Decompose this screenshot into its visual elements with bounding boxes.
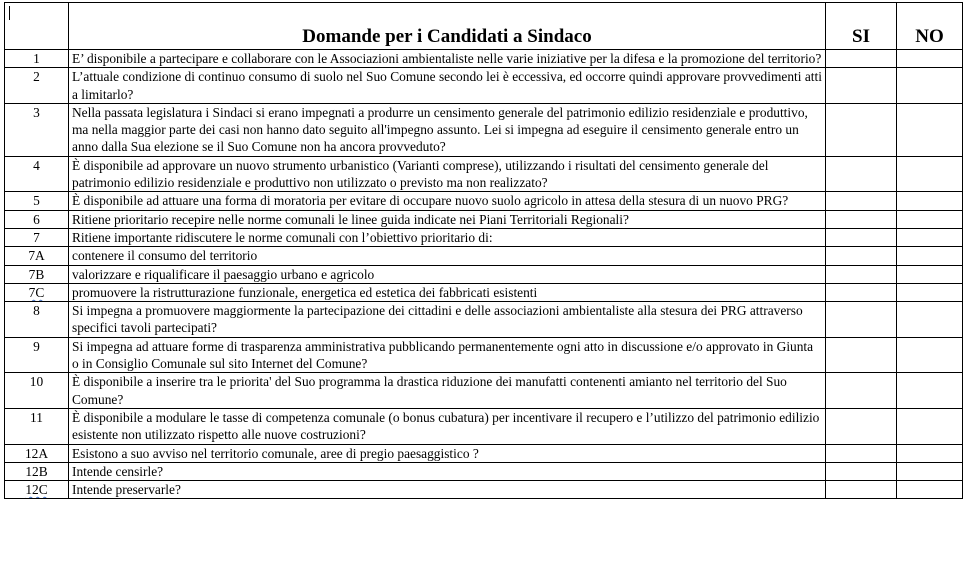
question-number: 8 (5, 302, 69, 338)
table-row (5, 481, 963, 499)
questions-table (4, 2, 963, 499)
answer-no-cell[interactable] (897, 444, 963, 462)
answer-no-cell[interactable] (897, 156, 963, 192)
answer-no-cell[interactable] (897, 302, 963, 338)
table-row (5, 247, 963, 265)
question-text: È disponibile a inserire tra le priorita' del Suo programma la drastica riduzione dei manufatti contenenti amianto nel territorio del Suo Comune? (69, 373, 826, 409)
answer-no-cell[interactable] (897, 337, 963, 373)
question-number: 12A (5, 444, 69, 462)
answer-si-cell[interactable] (826, 337, 897, 373)
question-text: Intende censirle? (69, 462, 826, 480)
answer-si-cell[interactable] (826, 156, 897, 192)
table-title: Domande per i Candidati a Sindaco (69, 3, 826, 50)
table-row (5, 283, 963, 301)
answer-si-cell[interactable] (826, 444, 897, 462)
question-number: 4 (5, 156, 69, 192)
answer-no-cell[interactable] (897, 228, 963, 246)
table-row (5, 373, 963, 409)
header-row (5, 3, 963, 50)
answer-si-cell[interactable] (826, 210, 897, 228)
question-text: E’ disponibile a partecipare e collaborare con le Associazioni ambientaliste nelle varie iniziative per la difesa e la promozione del territorio? (69, 50, 826, 68)
question-number: 2 (5, 68, 69, 104)
header-no: NO (897, 3, 963, 50)
table-row (5, 408, 963, 444)
table-row (5, 103, 963, 156)
header-si: SI (826, 3, 897, 50)
question-text: È disponibile ad approvare un nuovo strumento urbanistico (Varianti comprese), utilizzando i risultati del censimento generale del patrimonio edilizio residenziale e produttivo non utilizzato o previsto ma non realizzato? (69, 156, 826, 192)
answer-no-cell[interactable] (897, 192, 963, 210)
question-number: 10 (5, 373, 69, 409)
question-number: 7B (5, 265, 69, 283)
answer-no-cell[interactable] (897, 50, 963, 68)
answer-no-cell[interactable] (897, 373, 963, 409)
answer-si-cell[interactable] (826, 50, 897, 68)
answer-no-cell[interactable] (897, 408, 963, 444)
question-number: 6 (5, 210, 69, 228)
header-num-cell (5, 3, 69, 50)
answer-no-cell[interactable] (897, 68, 963, 104)
table-row (5, 462, 963, 480)
table-row (5, 210, 963, 228)
table-row (5, 68, 963, 104)
answer-si-cell[interactable] (826, 283, 897, 301)
answer-si-cell[interactable] (826, 247, 897, 265)
question-number-text: 7C (28, 284, 45, 300)
question-text: L’attuale condizione di continuo consumo di suolo nel Suo Comune secondo lei è eccessiva, ed occorre quindi approvare provvedimenti atti a limitarlo? (69, 68, 826, 104)
question-text: contenere il consumo del territorio (69, 247, 826, 265)
question-text: Ritiene prioritario recepire nelle norme comunali le linee guida indicate nei Piani Territoriali Regionali? (69, 210, 826, 228)
answer-si-cell[interactable] (826, 481, 897, 499)
table-row (5, 156, 963, 192)
answer-si-cell[interactable] (826, 373, 897, 409)
question-text: Si impegna ad attuare forme di trasparenza amministrativa pubblicando permanentemente ogni atto in discussione e/o approvato in Giunta o in Consiglio Comunale sul sito Internet del Comune? (69, 337, 826, 373)
answer-no-cell[interactable] (897, 265, 963, 283)
table-row (5, 228, 963, 246)
question-text: Ritiene importante ridiscutere le norme comunali con l’obiettivo prioritario di: (69, 228, 826, 246)
question-text: valorizzare e riqualificare il paesaggio urbano e agricolo (69, 265, 826, 283)
question-number: 1 (5, 50, 69, 68)
answer-si-cell[interactable] (826, 302, 897, 338)
question-text: Nella passata legislatura i Sindaci si erano impegnati a produrre un censimento generale del patrimonio edilizio residenziale e produttivo, ma nella maggior parte dei casi non hanno dato seguito all'impegno assunto. Lei si impegna ad eseguire il censimento generale entro un anno dalla Sua elezione se il Suo Comune non ha ancora provveduto? (69, 103, 826, 156)
answer-no-cell[interactable] (897, 481, 963, 499)
table-row (5, 302, 963, 338)
question-number (5, 283, 69, 301)
question-number: 9 (5, 337, 69, 373)
answer-si-cell[interactable] (826, 192, 897, 210)
question-number: 7A (5, 247, 69, 265)
table-row (5, 337, 963, 373)
table-row (5, 50, 963, 68)
table-row (5, 444, 963, 462)
answer-si-cell[interactable] (826, 265, 897, 283)
question-text: promuovere la ristrutturazione funzionale, energetica ed estetica dei fabbricati esistenti (69, 283, 826, 301)
question-number: 3 (5, 103, 69, 156)
question-number (5, 481, 69, 499)
answer-si-cell[interactable] (826, 408, 897, 444)
answer-no-cell[interactable] (897, 247, 963, 265)
answer-no-cell[interactable] (897, 210, 963, 228)
question-number: 5 (5, 192, 69, 210)
question-number: 11 (5, 408, 69, 444)
answer-no-cell[interactable] (897, 103, 963, 156)
answer-si-cell[interactable] (826, 462, 897, 480)
table-row (5, 192, 963, 210)
question-text: È disponibile a modulare le tasse di competenza comunale (o bonus cubatura) per incentivare il recupero e l’utilizzo del patrimonio edilizio esistente non utilizzato rispetto alle nuove costruzioni? (69, 408, 826, 444)
question-number: 12B (5, 462, 69, 480)
answer-no-cell[interactable] (897, 462, 963, 480)
question-number-text: 12C (25, 482, 48, 498)
question-number: 7 (5, 228, 69, 246)
question-text: È disponibile ad attuare una forma di moratoria per evitare di occupare nuovo suolo agricolo in attesa della stesura di un nuovo PRG? (69, 192, 826, 210)
table-row (5, 265, 963, 283)
answer-si-cell[interactable] (826, 68, 897, 104)
answer-si-cell[interactable] (826, 228, 897, 246)
answer-no-cell[interactable] (897, 283, 963, 301)
answer-si-cell[interactable] (826, 103, 897, 156)
question-text: Intende preservarle? (69, 481, 826, 499)
question-text: Si impegna a promuovere maggiormente la partecipazione dei cittadini e delle associazioni ambientaliste alla stesura dei PRG attraverso specifici tavoli partecipati? (69, 302, 826, 338)
question-text: Esistono a suo avviso nel territorio comunale, aree di pregio paesaggistico ? (69, 444, 826, 462)
